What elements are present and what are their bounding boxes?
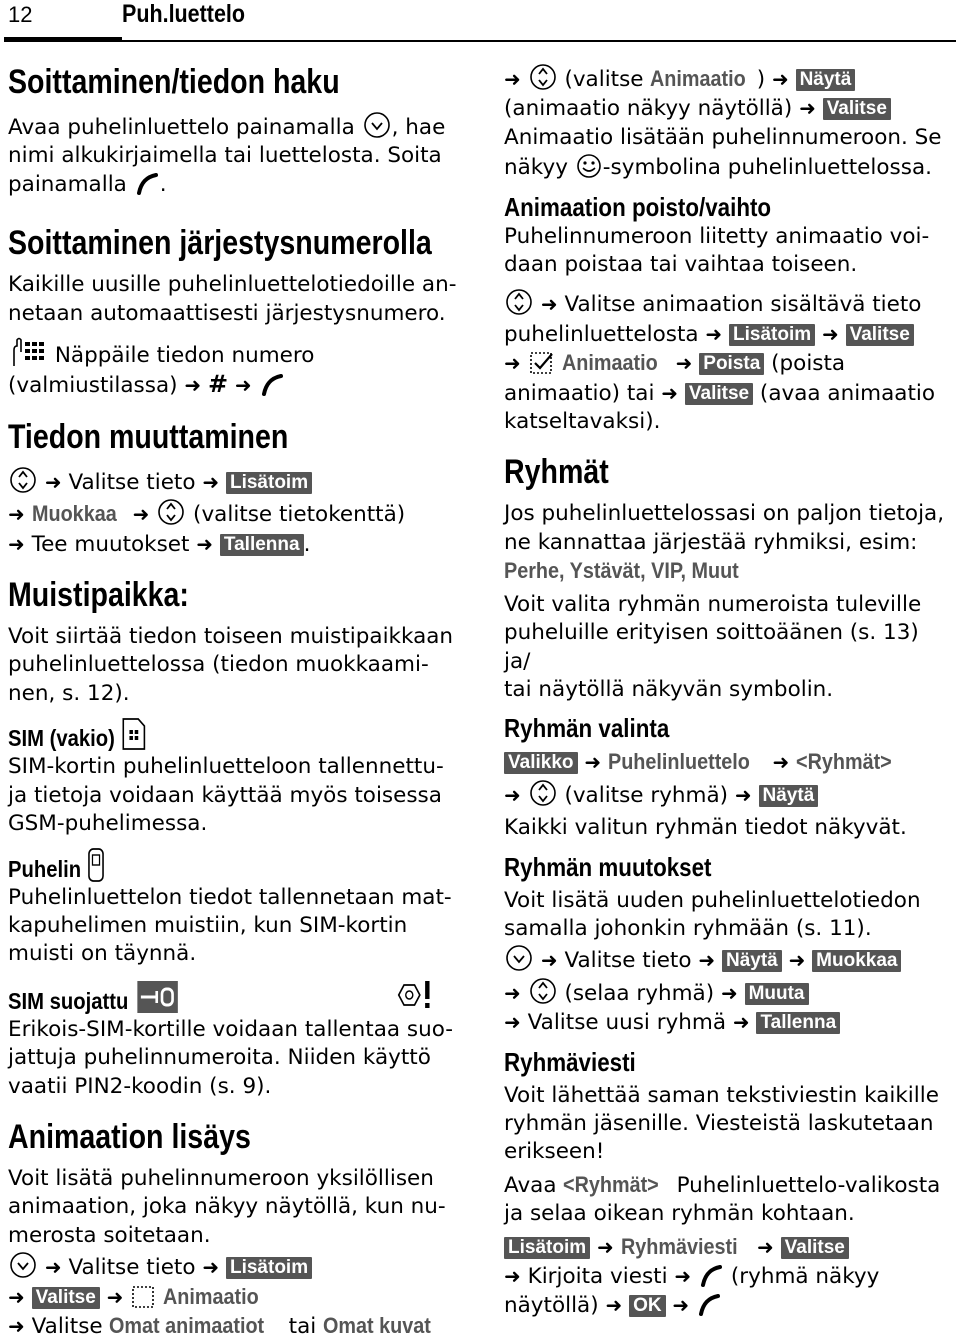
instruction-block: ➜ (valitse Animaatio ) ➜ Näytä (animaatio näkyy näytöllä) ➜ Valitse Animaatio lisätään puhelinnumeroon. Se näkyy -symbolina puhelinluettelossa. <box>504 62 950 183</box>
paragraph: Puhelinnumeroon liitetty animaatio voi- daan poistaa tai vaihtaa toiseen. <box>504 223 930 278</box>
arrow-icon: ➜ <box>675 351 693 376</box>
menu-item-ryhmaviesti: Ryhmäviesti <box>620 1233 738 1259</box>
sim-protected-icon <box>134 977 182 1015</box>
arrow-icon: ➜ <box>8 1284 25 1309</box>
instruction-block: ➜ Valitse animaation sisältävä tieto puhelinluettelosta ➜ Lisätoim ➜ Valitse ➜ Animaatio ➜ Poista (poista animaatio) tai ➜ Valitse (avaa animaatio katseltavaksi). <box>504 287 950 436</box>
arrow-icon: ➜ <box>184 373 202 398</box>
instruction-block: ➜ Valitse tieto ➜ Lisätoim ➜ Valitse ➜ Animaatio ➜ Valitse Omat animaatiot tai Omat kuvat <box>8 1250 472 1341</box>
paragraph: Erikois-SIM-kortille voidaan tallentaa suo- jattuja puhelinnumeroita. Niiden käyttö vaatii PIN2-koodin (s. 9). <box>8 1016 454 1099</box>
arrow-icon: ➜ <box>788 948 806 973</box>
section-title: Ryhmät <box>504 453 609 492</box>
softkey-valikko: Valikko <box>504 752 578 774</box>
menu-item-omat-animaatiot: Omat animaatiot <box>109 1312 265 1338</box>
arrow-icon: ➜ <box>821 321 839 346</box>
menu-item-ryhmat: <Ryhmät> <box>796 749 892 775</box>
navigation-down-icon <box>362 110 392 140</box>
softkey-lisatoim: Lisätoim <box>729 324 815 346</box>
hash-key: # <box>207 370 229 399</box>
softkey-valitse: Valitse <box>823 98 891 120</box>
paragraph: Voit lähettää saman tekstiviestin kaikille ryhmän jäsenille. Viesteistä laskutetaan erikseen! <box>504 1082 939 1165</box>
menu-item-omat-kuvat: Omat kuvat <box>323 1312 431 1338</box>
paragraph: Voit lisätä uuden puhelinluettelotiedon samalla johonkin ryhmään (s. 11). <box>504 887 921 941</box>
arrow-icon: ➜ <box>605 1293 623 1318</box>
arrow-icon: ➜ <box>661 380 679 405</box>
paragraph: Avaa puhelinluettelo painamalla , hae nimi alkukirjaimella tai luettelosta. Soita painamalla . <box>8 110 472 199</box>
softkey-nayta: Näytä <box>796 69 856 91</box>
section-title: Soittaminen järjestysnumerolla <box>8 224 432 263</box>
menu-item-puhelinluettelo: Puhelinluettelo <box>607 749 750 775</box>
softkey-muuta: Muuta <box>745 983 809 1005</box>
instruction-block: ➜ Valitse tieto ➜ Näytä ➜ Muokkaa ➜ (selaa ryhmä) ➜ Muuta ➜ Valitse uusi ryhmä ➜ Tallenna <box>504 943 950 1037</box>
arrow-icon: ➜ <box>504 980 521 1005</box>
smiley-icon <box>575 152 603 180</box>
softkey-nayta: Näytä <box>722 950 782 972</box>
arrow-icon: ➜ <box>698 948 716 973</box>
arrow-icon: ➜ <box>757 1234 774 1259</box>
softkey-valitse: Valitse <box>685 383 753 405</box>
arrow-icon: ➜ <box>720 980 738 1005</box>
softkey-tallenna: Tallenna <box>756 1012 840 1034</box>
softkey-valitse: Valitse <box>32 1287 100 1309</box>
navigation-up-down-icon <box>8 465 38 495</box>
arrow-icon: ➜ <box>771 67 789 91</box>
paragraph: SIM-kortin puhelinluetteloon tallennettu- ja tietoja voidaan käyttää myös toisessa GSM-puhelimessa. <box>8 754 444 837</box>
arrow-icon: ➜ <box>106 1284 124 1309</box>
softkey-ok: OK <box>629 1295 666 1317</box>
paragraph: Jos puhelinluettelossasi on paljon tietoja, ne kannattaa järjestää ryhmiksi, esim: Perhe, Ystävät, VIP, Muut <box>504 500 950 586</box>
keypad-icon <box>8 336 48 368</box>
instruction-line: Näppäile tiedon numero (valmiustilassa) ➜ # ➜ <box>8 336 472 401</box>
call-key-icon <box>696 1292 722 1318</box>
arrow-icon: ➜ <box>196 531 214 556</box>
call-key-icon <box>259 372 285 398</box>
subheading-sim: SIM (vakio) <box>8 716 416 753</box>
chapter-title: Puh.luettelo <box>122 0 246 28</box>
subheading-sim-protected: SIM suojattu <box>8 977 466 1016</box>
softkey-muokkaa: Muokkaa <box>812 950 901 972</box>
navigation-up-down-icon <box>528 778 558 808</box>
instruction-block: Lisätoim ➜ Ryhmäviesti ➜ Valitse ➜ Kirjoita viesti ➜ (ryhmä näkyy näytöllä) ➜ OK ➜ <box>504 1233 880 1319</box>
sim-card-icon <box>120 716 146 752</box>
paragraph: Voit siirtää tiedon toiseen muistipaikkaan puhelinluettelossa (tiedon muokkaami- nen, s. 12). <box>8 624 454 706</box>
header-rule <box>122 40 956 42</box>
menu-item-animaatio: Animaatio <box>650 66 747 91</box>
instruction-block: ➜ Valitse tieto ➜ Lisätoim ➜ Muokkaa ➜ (valitse tietokenttä) ➜ Tee muutokset ➜ Tallenna . <box>8 465 472 559</box>
arrow-icon: ➜ <box>732 1010 750 1035</box>
paragraph: Kaikille uusille puhelinluettelotiedoille an- netaan automaattisesti järjestysnumero. <box>8 272 457 326</box>
arrow-icon: ➜ <box>734 782 752 807</box>
arrow-icon: ➜ <box>44 1255 62 1280</box>
arrow-icon: ➜ <box>540 948 558 973</box>
section-title: Animaation poisto/vaihto <box>504 191 772 222</box>
section-title: Tiedon muuttaminen <box>8 417 289 456</box>
arrow-icon: ➜ <box>8 531 25 556</box>
arrow-icon: ➜ <box>504 67 521 91</box>
animation-frame-icon <box>130 1284 156 1310</box>
arrow-icon: ➜ <box>504 1264 521 1288</box>
arrow-icon: ➜ <box>8 1313 25 1338</box>
menu-item-muokkaa: Muokkaa <box>31 501 117 527</box>
arrow-icon: ➜ <box>8 502 25 527</box>
softkey-nayta: Näytä <box>759 785 819 807</box>
section-title: Soittaminen/tiedon haku <box>8 63 340 101</box>
arrow-icon: ➜ <box>504 1010 521 1035</box>
softkey-lisatoim: Lisätoim <box>504 1237 590 1259</box>
arrow-icon: ➜ <box>202 469 220 494</box>
header-rule-thick <box>4 37 122 42</box>
paragraph: Puhelinluettelon tiedot tallennetaan mat- kapuhelimen muistiin, kun SIM-kortin muisti on täynnä. <box>8 884 452 967</box>
arrow-icon: ➜ <box>596 1234 614 1259</box>
paragraph: Avaa <Ryhmät> Puhelinluettelo-valikosta ja selaa oikean ryhmän kohtaan. <box>504 1171 941 1227</box>
arrow-icon: ➜ <box>540 292 558 317</box>
arrow-icon: ➜ <box>672 1293 690 1318</box>
arrow-icon: ➜ <box>705 321 723 346</box>
navigation-down-icon <box>8 1250 38 1280</box>
pin2-protected-icon <box>395 977 434 1013</box>
navigation-up-down-icon <box>504 287 534 317</box>
softkey-poista: Poista <box>699 353 764 375</box>
animation-check-icon <box>528 350 556 376</box>
softkey-valitse: Valitse <box>846 324 914 346</box>
arrow-icon: ➜ <box>584 750 602 775</box>
paragraph: Kaikki valitun ryhmän tiedot näkyvät. <box>504 815 907 841</box>
navigation-up-down-icon <box>156 497 186 527</box>
instruction-block: Valikko ➜ Puhelinluettelo ➜ <Ryhmät> ➜ (valitse ryhmä) ➜ Näytä <box>504 749 892 808</box>
paragraph: Voit lisätä puhelinnumeroon yksilöllisen animaation, joka näkyy näytöllä, kun nu- merosta soitetaan. <box>8 1165 446 1248</box>
phone-memory-icon <box>87 847 106 883</box>
right-column <box>504 62 950 1321</box>
group-names: Perhe, Ystävät, VIP, Muut <box>504 558 739 584</box>
arrow-icon: ➜ <box>504 351 521 376</box>
softkey-lisatoim: Lisätoim <box>226 472 312 494</box>
menu-item-animaatio: Animaatio <box>562 350 659 376</box>
paragraph: Voit valita ryhmän numeroista tuleville puheluille erityisen soittoäänen (s. 13) ja/ tai näytöllä näkyvän symbolin. <box>504 591 922 702</box>
section-title: Ryhmän valinta <box>504 713 670 744</box>
page-number: 12 <box>8 2 33 27</box>
navigation-up-down-icon <box>528 976 558 1006</box>
arrow-icon: ➜ <box>772 750 790 775</box>
call-key-icon <box>134 171 160 197</box>
arrow-icon: ➜ <box>504 782 521 807</box>
arrow-icon: ➜ <box>674 1264 692 1288</box>
softkey-tallenna: Tallenna <box>220 534 304 556</box>
arrow-icon: ➜ <box>799 96 816 121</box>
arrow-icon: ➜ <box>44 469 62 494</box>
section-title: Muistipaikka: <box>8 576 189 615</box>
softkey-lisatoim: Lisätoim <box>226 1257 312 1279</box>
page-header <box>0 0 960 44</box>
menu-item-animaatio: Animaatio <box>163 1283 259 1309</box>
subheading-phone: Puhelin <box>8 847 416 884</box>
menu-item-ryhmat: <Ryhmät> <box>563 1171 660 1197</box>
navigation-down-icon <box>504 943 534 973</box>
arrow-icon: ➜ <box>202 1255 220 1280</box>
arrow-icon: ➜ <box>234 373 252 398</box>
call-key-icon <box>698 1263 724 1289</box>
section-title: Ryhmän muutokset <box>504 851 712 882</box>
left-column <box>8 62 472 1341</box>
navigation-up-down-icon <box>528 62 558 92</box>
softkey-valitse: Valitse <box>781 1237 849 1259</box>
arrow-icon: ➜ <box>132 502 150 527</box>
section-title: Animaation lisäys <box>8 1117 251 1156</box>
section-title: Ryhmäviesti <box>504 1046 636 1077</box>
